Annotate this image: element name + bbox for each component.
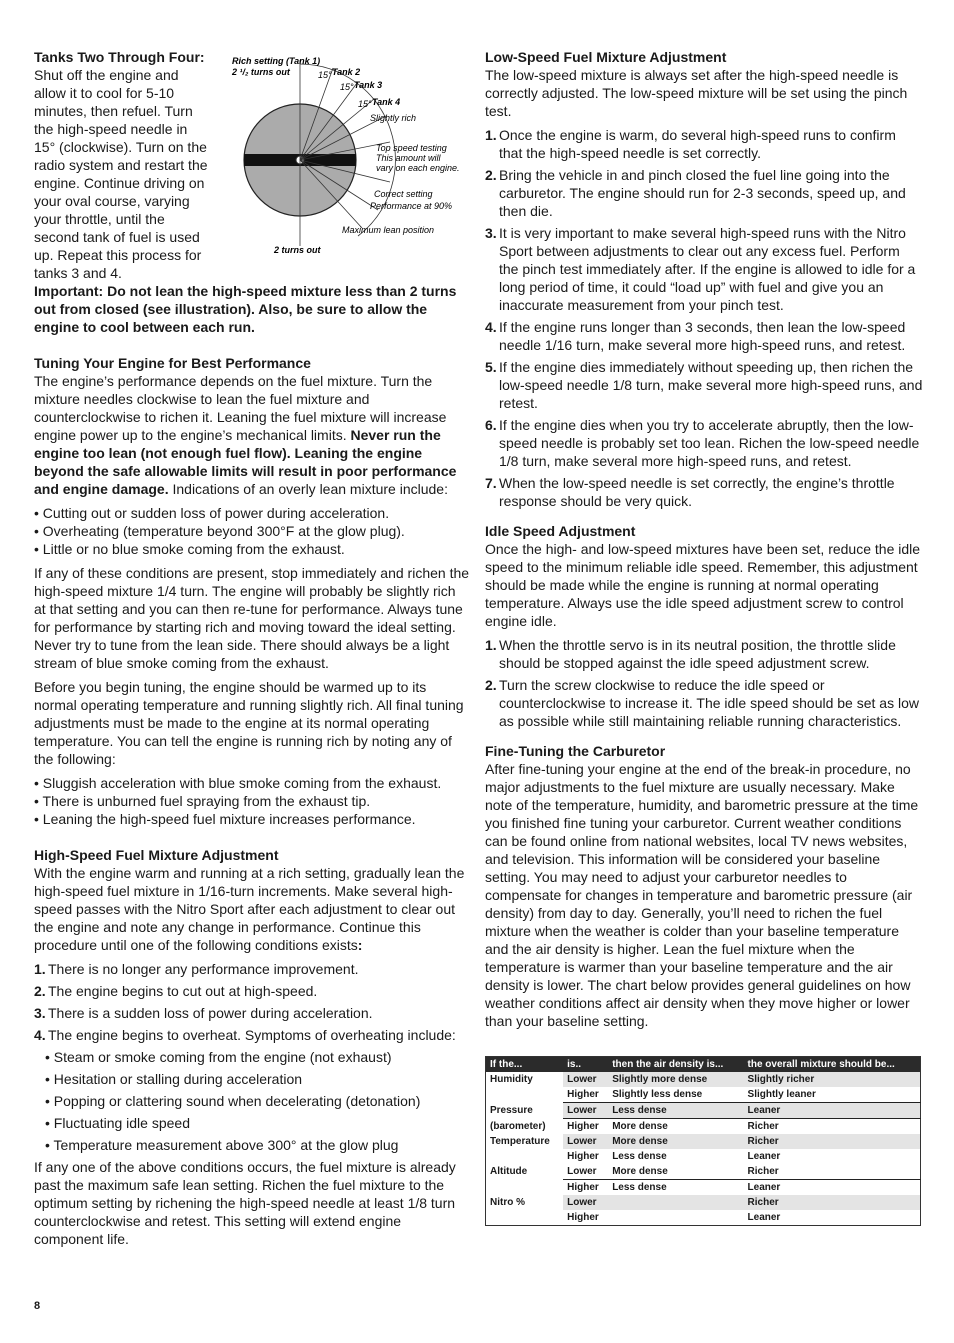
- table-row: Temperature Lower More dense Richer: [486, 1134, 921, 1149]
- table-row: Higher Leaner: [567, 1212, 781, 1223]
- right-column: [485, 48, 923, 1226]
- top-speed-label-2: This amount will: [376, 153, 441, 163]
- two-turns-label: 2 turns out: [274, 245, 321, 255]
- lean-indicator-list: [34, 504, 470, 558]
- table-row: Nitro % Lower Richer: [486, 1195, 921, 1210]
- table-row: (barometer) Higher More dense Richer: [490, 1120, 779, 1132]
- idle-speed-steps-list: [485, 636, 923, 730]
- list-item: 3. There is a sudden loss of power during acceleration.: [34, 1005, 373, 1021]
- high-speed-paragraph: With the engine warm and running at a rich setting, gradually lean the high-speed fuel mixture in 1/16-turn increments. Make several high-speed passes with the Nitro Sport after each adjustment to clear out the engine and note any change in performance. Continue this procedure until one of the following conditions exists:: [34, 865, 465, 953]
- column-header: If the...: [486, 1057, 564, 1073]
- rich-turns-label: 2 ¹/₂ turns out: [232, 67, 290, 77]
- tank-2-label: Tank 2: [332, 67, 361, 77]
- fine-tuning-heading: Fine-Tuning the Carburetor: [485, 743, 666, 759]
- list-item: 1. There is no longer any performance improvement.: [34, 961, 359, 977]
- list-item: • Fluctuating idle speed: [45, 1115, 190, 1131]
- idle-speed-heading: Idle Speed Adjustment: [485, 523, 636, 539]
- table-header-row: [486, 1057, 921, 1073]
- list-item: 5. If the engine dies immediately without speeding up, then richen the low-speed needle 1/8 turn, make several more high-speed runs, and retest.: [485, 359, 923, 411]
- low-speed-steps-list: [485, 126, 923, 510]
- list-item: • Steam or smoke coming from the engine (not exhaust): [45, 1049, 392, 1065]
- list-item: 2. The engine begins to cut out at high-speed.: [34, 983, 318, 999]
- rich-indicator-list: [34, 774, 470, 828]
- important-note: Important: Do not lean the high-speed mixture less than 2 turns out from closed (see illustration). Also, be sure to allow the engine to cool between each run.: [34, 283, 457, 335]
- tuning-warning: Never run the engine too lean (not enough fuel flow). Leaning the engine beyond the safe allowable limits will result in poor performance and engine damage.: [34, 427, 457, 497]
- list-item: • Temperature measurement above 300° at the glow plug: [45, 1137, 399, 1153]
- tuning-heading: Tuning Your Engine for Best Performance: [34, 355, 311, 371]
- list-item: • Cutting out or sudden loss of power during acceleration.: [34, 505, 390, 521]
- tanks-text-block: [34, 48, 212, 282]
- tuning-paragraph-2: If any of these conditions are present, stop immediately and richen the high-speed mixture 1/4 turn. The engine will probably be slightly rich at that setting and you can then re-tune for performance. Always tune for performance by starting rich and moving toward the ideal setting. Never try to tune from the lean side. There should always be a light stream of blue smoke coming from the exhaust.: [34, 565, 470, 671]
- rich-setting-label: Rich setting (Tank 1): [232, 56, 321, 66]
- list-item: • Little or no blue smoke coming from the exhaust.: [34, 541, 345, 557]
- column-header: the overall mixture should be...: [744, 1057, 921, 1073]
- top-speed-label-3: vary on each engine.: [376, 163, 460, 173]
- list-item: 7. When the low-speed needle is set correctly, the engine’s throttle response should be very quick.: [485, 475, 895, 509]
- low-speed-paragraph: The low-speed mixture is always set after the high-speed needle is correctly adjusted. The low-speed mixture will be set using the pinch test.: [485, 67, 908, 119]
- needle-adjustment-diagram: [230, 50, 470, 260]
- table-row: Humidity Lower Slightly more dense Slightly richer: [486, 1072, 921, 1087]
- tanks-paragraph: Shut off the engine and allow it to cool for 5-10 minutes, then refuel. Turn the high-speed needle in 15° (clockwise). Turn on the radio system and restart the engine. Continue driving on your oval course, varying your throttle, until the second tank of fuel is used up. Repeat this process for tanks 3 and 4.: [34, 67, 208, 281]
- high-speed-conditions-list: [34, 960, 470, 1044]
- list-item: 4. The engine begins to overheat. Symptoms of overheating include:: [34, 1027, 456, 1043]
- list-item: • Overheating (temperature beyond 300°F at the glow plug).: [34, 523, 405, 539]
- degree-label-3: 15°: [358, 99, 372, 109]
- left-column: [34, 48, 470, 1248]
- fine-tuning-paragraph: After fine-tuning your engine at the end of the break-in procedure, no major adjustments to the fuel mixture are usually necessary. Make note of the temperature, humidity, and barometric pressure at the time you finished fine tuning your carburetor. Current weather conditions can be found online from national websites, local TV news websites, and television. This information will be considered your baseline setting. You may need to adjust your carburetor needles to compensate for changes in temperature and barometric pressure (air density) from day to day. Generally, you’ll need to richen the fuel mixture when the weather is colder than your baseline temperature and the air density is higher. Lean the fuel mixture when the temperature is warmer than your baseline temperature and the air density is lower. The chart below provides general guidelines on how weather conditions affect air density when they move higher or lower than your baseline setting.: [485, 761, 919, 1029]
- air-density-table: [485, 1056, 921, 1226]
- list-item: 1. When the throttle servo is in its neutral position, the throttle slide should be stopped against the idle speed adjustment screw.: [485, 637, 896, 671]
- tank-3-label: Tank 3: [354, 80, 383, 90]
- column-header: then the air density is...: [608, 1057, 743, 1073]
- tuning-paragraph-3: Before you begin tuning, the engine should be warmed up to its normal operating temperature and running slightly rich. All final tuning adjustments must be made to the engine at its normal operating temperature. You can tell the engine is running rich by noting any of the following:: [34, 679, 464, 767]
- top-speed-label-1: Top speed testing: [376, 143, 447, 153]
- list-item: 2. Bring the vehicle in and pinch closed the fuel line going into the carburetor. The engine should run for 2-3 seconds, speed up, and then die.: [485, 167, 906, 219]
- high-speed-closing: If any one of the above conditions occurs, the fuel mixture is already past the maximum safe lean setting. Richen the fuel mixture to the optimum setting by richening the high-speed needle at least 1/8 turn counterclockwise and retest. This setting will extend engine component life.: [34, 1159, 456, 1247]
- list-item: • Popping or clattering sound when decelerating (detonation): [45, 1093, 421, 1109]
- list-item: 3. It is very important to make several high-speed runs with the Nitro Sport between adjustments to clear out any excess fuel. Perform the pinch test immediately after. If the engine is allowed to idle for a long period of time, it could “load up” with fuel and give you an inaccurate measurement from your pinch test.: [485, 225, 916, 313]
- table-row: Altitude Lower More dense Richer: [486, 1164, 921, 1180]
- list-item: 6. If the engine dies when you try to accelerate abruptly, then the low-speed needle is probably set too lean. Richen the low-speed needle 1/8 turn, make several more high-speed runs, and retest.: [485, 417, 920, 469]
- column-header: is..: [563, 1057, 608, 1073]
- list-item: 2. Turn the screw clockwise to reduce the idle speed or counterclockwise to increase it. The idle speed should be set as low as possible while still maintaining reliable running characteristics.: [485, 677, 919, 729]
- degree-label-1: 15°: [318, 70, 332, 80]
- correct-setting-label-1: Correct setting: [374, 189, 433, 199]
- tanks-heading: Tanks Two Through Four:: [34, 49, 205, 65]
- list-item: • There is unburned fuel spraying from the exhaust tip.: [34, 793, 371, 809]
- correct-setting-label-2: Performance at 90%: [370, 201, 453, 211]
- max-lean-label: Maximum lean position: [342, 225, 435, 235]
- idle-speed-paragraph: Once the high- and low-speed mixtures have been set, reduce the idle speed to the minimum reliable idle speed. Remember, this adjustment should be made while the engine is running at normal operating temperature. Always use the idle speed adjustment screw to control engine idle.: [485, 541, 921, 629]
- page-number: 8: [34, 1300, 41, 1312]
- list-item: 4. If the engine runs longer than 3 seconds, then lean the low-speed needle 1/16 turn, make several more high-speed runs, and retest.: [485, 319, 906, 353]
- overheat-symptoms-list: [34, 1048, 470, 1154]
- low-speed-heading: Low-Speed Fuel Mixture Adjustment: [485, 49, 727, 65]
- list-item: • Hesitation or stalling during acceleration: [45, 1071, 303, 1087]
- tanks-section: [34, 48, 470, 282]
- table-row: Higher Less dense Leaner: [567, 1151, 781, 1162]
- list-item: 1. Once the engine is warm, do several high-speed runs to confirm that the high-speed needle is set correctly.: [485, 127, 896, 161]
- slightly-rich-label: Slightly rich: [370, 113, 417, 123]
- list-item: • Sluggish acceleration with blue smoke coming from the exhaust.: [34, 775, 442, 791]
- table-row: Higher Less dense Leaner: [567, 1182, 781, 1193]
- table-row: Higher Slightly less dense Slightly leaner: [486, 1087, 921, 1103]
- degree-label-2: 15°: [340, 82, 354, 92]
- tank-4-label: Tank 4: [372, 97, 401, 107]
- tuning-paragraph-1: The engine’s performance depends on the fuel mixture. Turn the mixture needles clockwise to lean the fuel mixture and counterclockwise to richen it. Leaning the fuel mixture will increase engine power up to the engine’s mechanical limits. Never run the engine too lean (not enough fuel flow). Leaning the engine beyond the safe allowable limits will result in poor performance and engine damage. Indications of an overly lean mixture include:: [34, 373, 457, 497]
- high-speed-heading: High-Speed Fuel Mixture Adjustment: [34, 847, 279, 863]
- table-row: Pressure Lower Less dense Leaner: [486, 1103, 921, 1119]
- list-item: • Leaning the high-speed fuel mixture increases performance.: [34, 811, 416, 827]
